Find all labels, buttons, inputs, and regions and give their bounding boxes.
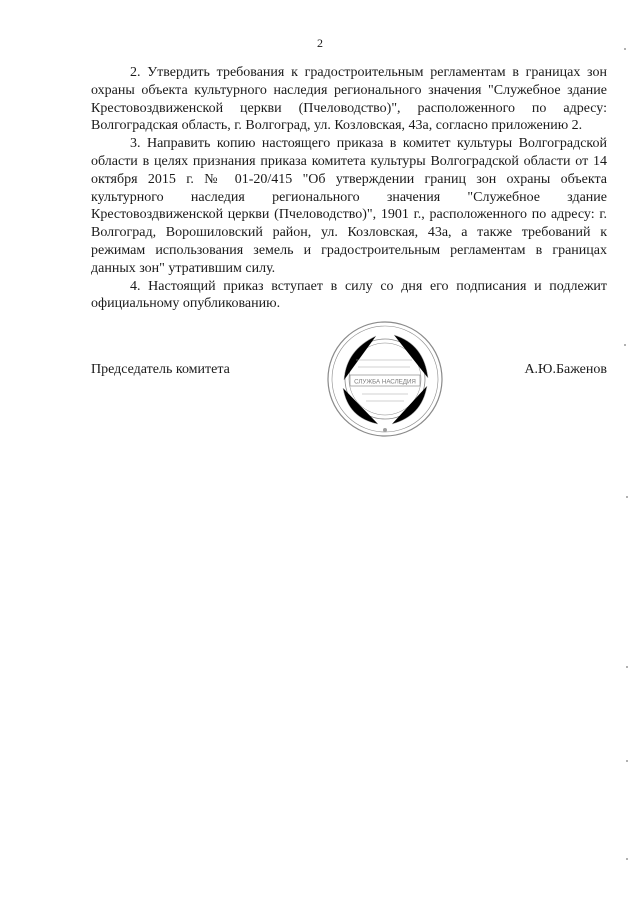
scan-artifact <box>624 48 626 50</box>
signature-block <box>91 362 607 382</box>
paragraph-3: 3. Направить копию настоящего приказа в комитет культуры Волгоградской области в целях признания приказа комитета культуры Волгоградской области от 14 октября 2015 г. № 01-20/415 "Об утверждении границ зон охраны объекта культурного наследия регионального значения "Служебное здание Крестовоздвиженской церкви (Пчеловодство)", 1901 г., расположенного по адресу: г. Волгоград, Ворошиловский район, ул. Козловская, 43а, а также требований к режимам использования земель и градостроительным регламентам в границах данных зон" утратившим силу. <box>91 136 607 276</box>
stamp-center-text: СЛУЖБА НАСЛЕДИЯ <box>354 378 416 386</box>
document-body <box>91 64 607 313</box>
scan-artifact <box>624 344 626 346</box>
page-number: 2 <box>317 36 323 50</box>
scan-artifact <box>626 760 628 762</box>
signatory-title: Председатель комитета <box>91 362 230 377</box>
paragraph-2: 2. Утвердить требования к градостроительным регламентам в границах зон охраны объекта культурного наследия регионального значения "Служебное здание Крестовоздвиженской церкви (Пчеловодство)", расположенного по адресу: Волгоградская область, г. Волгоград, ул. Козловская, 43а, согласно приложению 2. <box>91 65 607 134</box>
scan-artifact <box>626 666 628 668</box>
scan-artifact <box>626 858 628 860</box>
signatory-name: А.Ю.Баженов <box>524 362 607 377</box>
scan-artifact <box>626 496 628 498</box>
paragraph-4: 4. Настоящий приказ вступает в силу со дня его подписания и подлежит официальному опубликованию. <box>91 278 607 312</box>
